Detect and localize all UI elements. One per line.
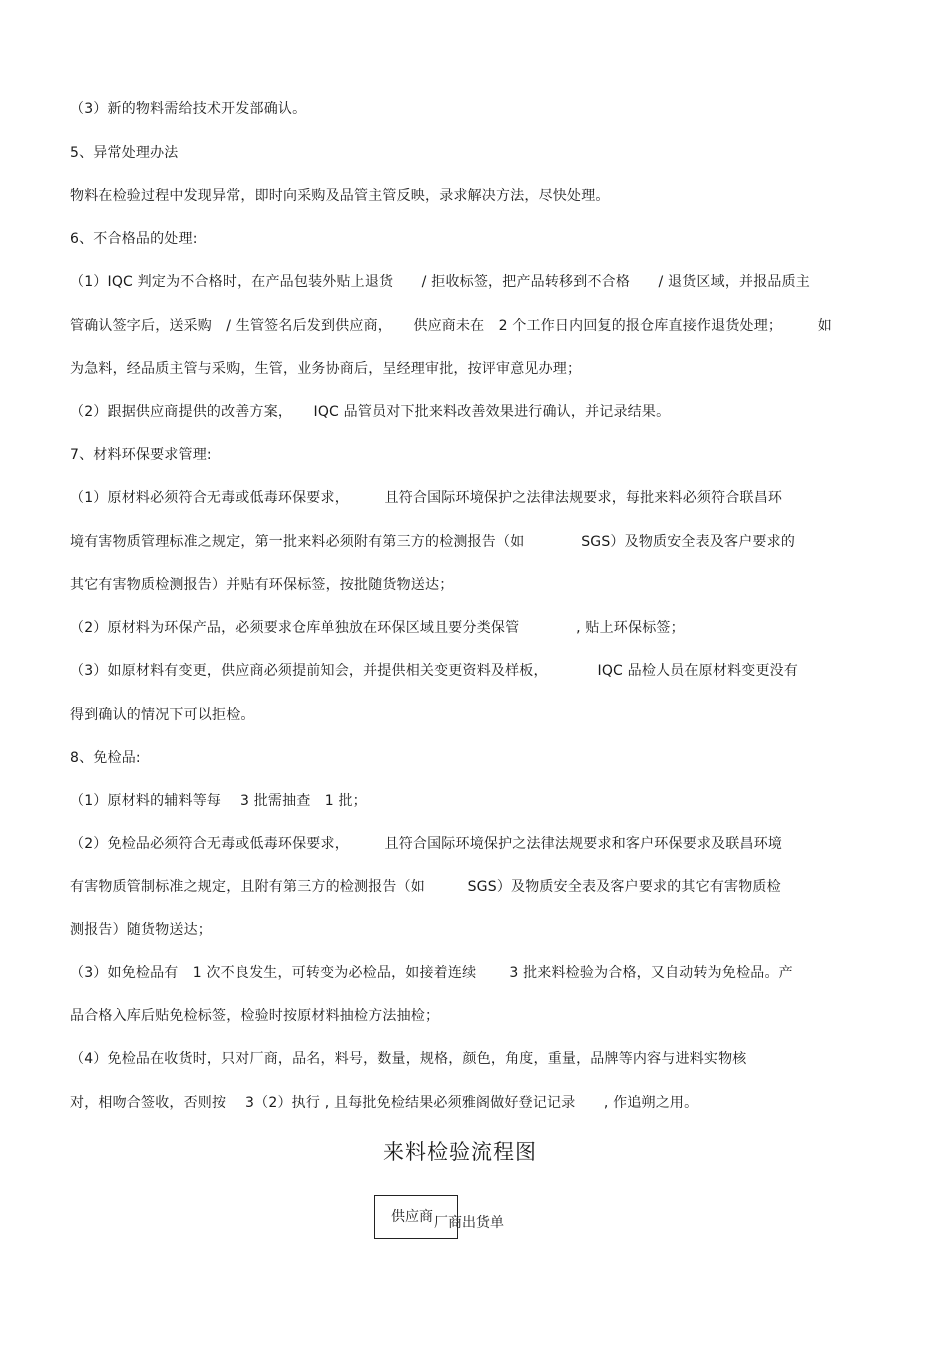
text-line: 境有害物质管理标准之规定，第一批来料必须附有第三方的检测报告（如 SGS）及物质安全表及客户要求的	[70, 534, 796, 550]
text-line: 有害物质管制标准之规定，且附有第三方的检测报告（如 SGS）及物质安全表及客户要求的其它有害物质检	[70, 879, 781, 895]
text-line: （3）如原材料有变更，供应商必须提前知会，并提供相关变更资料及样板， IQC 品检人员在原材料变更没有	[70, 663, 799, 679]
text-line: 测报告）随货物送达；	[70, 922, 212, 938]
section-heading: 8、免检品:	[70, 750, 141, 766]
flowchart-supplier-label: 供应商	[391, 1209, 433, 1225]
text-line: 得到确认的情况下可以拒检。	[70, 707, 255, 723]
flowchart-title: 来料检验流程图	[383, 1140, 537, 1164]
text-line: 对，相吻合签收，否则按 3（2）执行 , 且每批免检结果必须雅阁做好登记记录 , 作追朔之用。	[70, 1095, 699, 1111]
text-line: 为急料，经品质主管与采购，生管，业务协商后，呈经理审批，按评审意见办理；	[70, 361, 582, 377]
text-line: 其它有害物质检测报告）并贴有环保标签，按批随货物送达；	[70, 577, 454, 593]
section-heading: 7、材料环保要求管理:	[70, 447, 212, 463]
flowchart-shipment-label: 厂商出货单	[434, 1215, 504, 1231]
text-line: 品合格入库后贴免检标签，检验时按原材料抽检方法抽检；	[70, 1008, 440, 1024]
text-line: （3）如免检品有 1 次不良发生，可转变为必检品，如接着连续 3 批来料检验为合格，又自动转为免检品。产	[70, 965, 793, 981]
text-line: （1）原材料必须符合无毒或低毒环保要求， 且符合国际环境保护之法律法规要求，每批来料必须符合联昌环	[70, 490, 783, 506]
text-line: 物料在检验过程中发现异常，即时向采购及品管主管反映，录求解决方法，尽快处理。	[70, 188, 610, 204]
section-heading: 6、不合格品的处理:	[70, 231, 198, 247]
text-line: （1）原材料的辅料等每 3 批需抽查 1 批；	[70, 793, 367, 809]
text-line: （2）原材料为环保产品，必须要求仓库单独放在环保区域且要分类保管 , 贴上环保标签；	[70, 620, 685, 636]
text-line: （2）跟据供应商提供的改善方案， IQC 品管员对下批来料改善效果进行确认，并记录结果。	[70, 404, 671, 420]
text-line: （1）IQC 判定为不合格时，在产品包装外贴上退货 / 拒收标签，把产品转移到不合格 / 退货区域，并报品质主	[70, 274, 811, 290]
text-line: （3）新的物料需给技术开发部确认。	[70, 101, 307, 117]
text-line: （2）免检品必须符合无毒或低毒环保要求， 且符合国际环境保护之法律法规要求和客户环保要求及联昌环境	[70, 836, 783, 852]
text-line: （4）免检品在收货时，只对厂商，品名，料号，数量，规格，颜色，角度，重量，品牌等内容与进料实物核	[70, 1051, 747, 1067]
text-line: 管确认签字后，送采购 / 生管签名后发到供应商， 供应商未在 2 个工作日内回复的报仓库直接作退货处理； 如	[70, 318, 832, 334]
section-heading: 5、异常处理办法	[70, 145, 179, 161]
